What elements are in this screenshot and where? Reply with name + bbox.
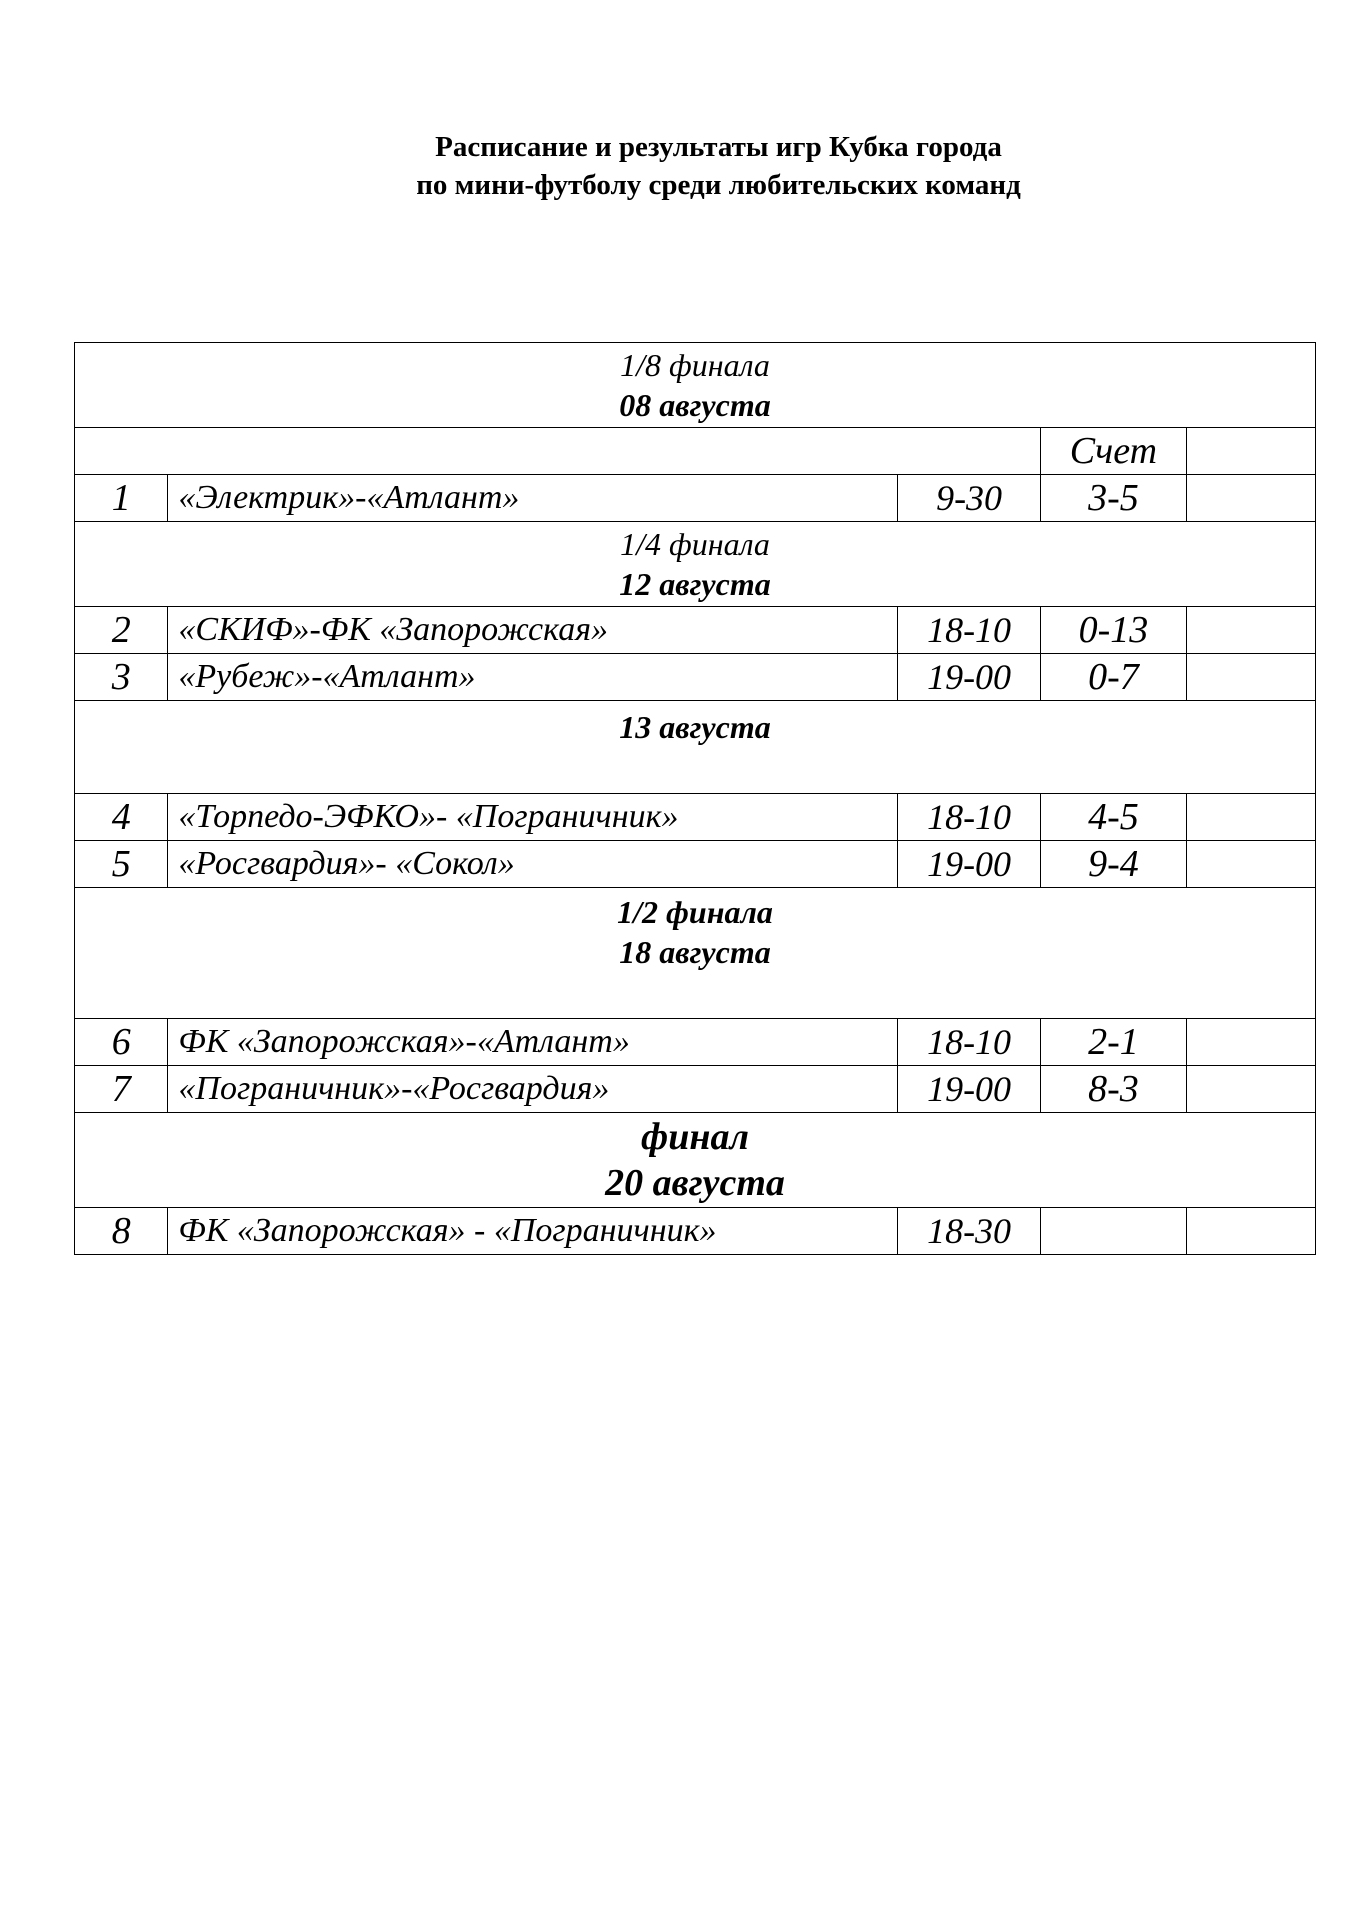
match-score: 3-5 [1041, 475, 1187, 522]
match-extra [1186, 841, 1315, 888]
document-title [0, 128, 1357, 204]
match-number: 5 [75, 841, 168, 888]
section-header [75, 888, 1316, 1019]
section-header-row [75, 522, 1316, 607]
section-header [75, 701, 1316, 794]
title-line-2: по мини-футболу среди любительских команд [416, 169, 1021, 201]
score-header: Счет [1041, 428, 1187, 475]
stage-label: финал [641, 1116, 749, 1158]
match-score: 9-4 [1041, 841, 1187, 888]
match-score: 2-1 [1041, 1019, 1187, 1066]
match-time: 19-00 [898, 1066, 1041, 1113]
match-score: 8-3 [1041, 1066, 1187, 1113]
match-score [1041, 1208, 1187, 1255]
header-extra [1186, 428, 1315, 475]
match-score: 4-5 [1041, 794, 1187, 841]
match-teams: «Росгвардия»- «Сокол» [168, 841, 898, 888]
table-row [75, 794, 1316, 841]
match-extra [1186, 1208, 1315, 1255]
table-row [75, 1066, 1316, 1113]
table-row [75, 841, 1316, 888]
match-teams: ФК «Запорожская» - «Пограничник» [168, 1208, 898, 1255]
section-header [75, 343, 1316, 428]
header-blank [75, 428, 1041, 475]
match-extra [1186, 654, 1315, 701]
match-time: 18-10 [898, 1019, 1041, 1066]
match-extra [1186, 794, 1315, 841]
table-row [75, 1019, 1316, 1066]
match-extra [1186, 1019, 1315, 1066]
match-teams: ФК «Запорожская»-«Атлант» [168, 1019, 898, 1066]
section-header-row [75, 888, 1316, 1019]
match-time: 18-10 [898, 794, 1041, 841]
column-header-row [75, 428, 1316, 475]
match-number: 6 [75, 1019, 168, 1066]
match-number: 2 [75, 607, 168, 654]
match-teams: «Рубеж»-«Атлант» [168, 654, 898, 701]
section-header [75, 1113, 1316, 1208]
match-teams: «Торпедо-ЭФКО»- «Пограничник» [168, 794, 898, 841]
match-number: 4 [75, 794, 168, 841]
title-line-1: Расписание и результаты игр Кубка города [435, 131, 1002, 163]
section-header-row [75, 1113, 1316, 1208]
match-time: 9-30 [898, 475, 1041, 522]
match-teams: «Пограничник»-«Росгвардия» [168, 1066, 898, 1113]
match-score: 0-7 [1041, 654, 1187, 701]
table-row [75, 607, 1316, 654]
match-time: 18-10 [898, 607, 1041, 654]
match-extra [1186, 607, 1315, 654]
match-extra [1186, 475, 1315, 522]
section-header [75, 522, 1316, 607]
date-label: 08 августа [619, 387, 771, 423]
schedule-table [74, 342, 1316, 1255]
section-header-row [75, 343, 1316, 428]
table-row [75, 654, 1316, 701]
date-label: 18 августа [619, 934, 771, 970]
stage-label: 1/4 финала [620, 526, 770, 562]
stage-label: 1/2 финала [617, 894, 773, 930]
match-number: 3 [75, 654, 168, 701]
date-label: 12 августа [619, 566, 771, 602]
date-label: 13 августа [619, 709, 771, 745]
match-time: 19-00 [898, 654, 1041, 701]
match-score: 0-13 [1041, 607, 1187, 654]
match-number: 1 [75, 475, 168, 522]
section-header-row [75, 701, 1316, 794]
match-extra [1186, 1066, 1315, 1113]
match-number: 7 [75, 1066, 168, 1113]
match-teams: «Электрик»-«Атлант» [168, 475, 898, 522]
date-label: 20 августа [605, 1162, 785, 1204]
table-row [75, 475, 1316, 522]
stage-label: 1/8 финала [620, 347, 770, 383]
match-number: 8 [75, 1208, 168, 1255]
match-teams: «СКИФ»-ФК «Запорожская» [168, 607, 898, 654]
table-row [75, 1208, 1316, 1255]
match-time: 18-30 [898, 1208, 1041, 1255]
match-time: 19-00 [898, 841, 1041, 888]
